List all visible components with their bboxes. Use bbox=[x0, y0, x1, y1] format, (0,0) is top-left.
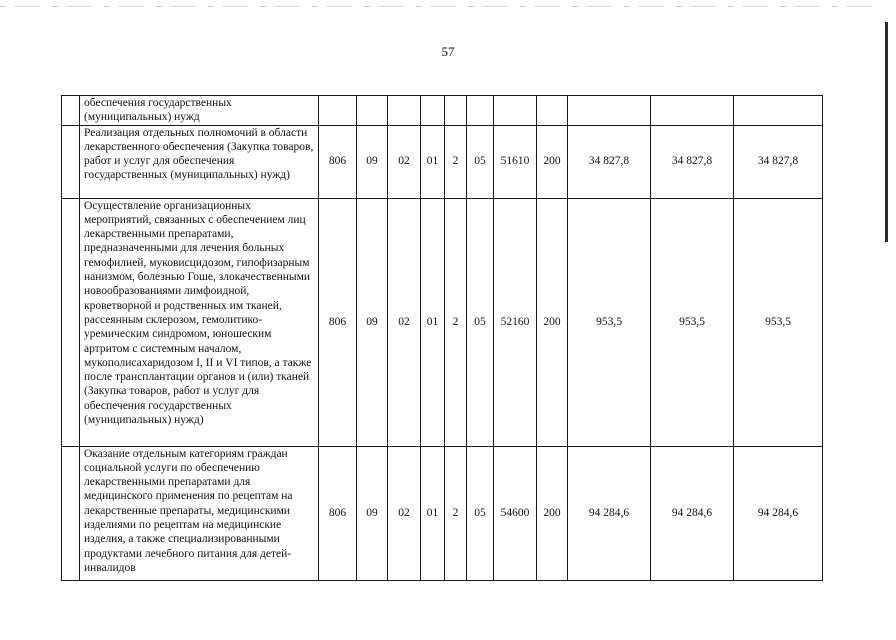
subprogram-code-cell: 2 bbox=[445, 125, 467, 198]
subprogram-code-cell bbox=[445, 96, 467, 126]
amount-year-2-cell: 94 284,6 bbox=[651, 446, 734, 580]
amount-year-1-cell: 953,5 bbox=[568, 198, 651, 446]
section-code-cell: 09 bbox=[357, 446, 388, 580]
row-marker-cell bbox=[62, 125, 80, 198]
direction-code-cell: 51610 bbox=[494, 125, 537, 198]
ministry-code-cell bbox=[319, 96, 357, 126]
amount-year-2-cell bbox=[651, 96, 734, 126]
expense-type-code-cell: 200 bbox=[537, 198, 568, 446]
amount-year-1-cell: 94 284,6 bbox=[568, 446, 651, 580]
expense-type-code-cell: 200 bbox=[537, 446, 568, 580]
subsection-code-cell: 02 bbox=[388, 198, 421, 446]
event-code-cell: 05 bbox=[467, 125, 494, 198]
row-marker-cell bbox=[62, 446, 80, 580]
table-row bbox=[62, 198, 823, 446]
amount-year-1-cell: 34 827,8 bbox=[568, 125, 651, 198]
ministry-code-cell: 806 bbox=[319, 446, 357, 580]
page-number: 57 bbox=[441, 44, 455, 59]
event-code-cell bbox=[467, 96, 494, 126]
program-code-cell bbox=[421, 96, 445, 126]
section-code-cell bbox=[357, 96, 388, 126]
row-marker-cell bbox=[62, 198, 80, 446]
direction-code-cell: 54600 bbox=[494, 446, 537, 580]
item-name-cell: обеспечения государственных (муниципальных) нужд bbox=[80, 96, 319, 126]
subprogram-code-cell: 2 bbox=[445, 446, 467, 580]
table-row bbox=[62, 96, 823, 126]
amount-year-3-cell bbox=[734, 96, 823, 126]
direction-code-cell bbox=[494, 96, 537, 126]
budget-table bbox=[61, 95, 823, 581]
scan-edge-top bbox=[0, 6, 880, 7]
subprogram-code-cell: 2 bbox=[445, 198, 467, 446]
subsection-code-cell: 02 bbox=[388, 446, 421, 580]
amount-year-3-cell: 34 827,8 bbox=[734, 125, 823, 198]
table-row bbox=[62, 125, 823, 198]
section-code-cell: 09 bbox=[357, 198, 388, 446]
program-code-cell: 01 bbox=[421, 125, 445, 198]
section-code-cell: 09 bbox=[357, 125, 388, 198]
table-row bbox=[62, 446, 823, 580]
ministry-code-cell: 806 bbox=[319, 198, 357, 446]
amount-year-2-cell: 953,5 bbox=[651, 198, 734, 446]
item-name-cell: Оказание отдельным категориям граждан социальной услуги по обеспечению лекарственными препаратами для медицинского применения по рецептам на лекарственные препараты, медицинскими изделиями по рецептам на медицинские изделия, а также специализированными продуктами лечебного питания для детей-инвалидов bbox=[80, 446, 319, 580]
row-marker-cell bbox=[62, 96, 80, 126]
item-name-cell: Реализация отдельных полномочий в области лекарственного обеспечения (Закупка товаров, работ и услуг для обеспечения государственных (муниципальных) нужд) bbox=[80, 125, 319, 198]
amount-year-2-cell: 34 827,8 bbox=[651, 125, 734, 198]
program-code-cell: 01 bbox=[421, 446, 445, 580]
item-name-cell: Осуществление организационных мероприятий, связанных с обеспечением лиц лекарственными препаратами, предназначенными для лечения больных гемофилией, муковисцидозом, гипофизарным нанизмом, болезнью Гоше, злокачественными новообразованиями лимфоидной, кроветворной и родственных им тканей, рассеянным склерозом, гемолитико-уремическим синдромом, юношеским артритом с системным началом, мукополисахаридозом I, II и VI типов, а также после трансплантации органов и (или) тканей (Закупка товаров, работ и услуг для обеспечения государственных (муниципальных) нужд) bbox=[80, 198, 319, 446]
amount-year-1-cell bbox=[568, 96, 651, 126]
event-code-cell: 05 bbox=[467, 446, 494, 580]
amount-year-3-cell: 94 284,6 bbox=[734, 446, 823, 580]
program-code-cell: 01 bbox=[421, 198, 445, 446]
subsection-code-cell bbox=[388, 96, 421, 126]
event-code-cell: 05 bbox=[467, 198, 494, 446]
expense-type-code-cell: 200 bbox=[537, 125, 568, 198]
amount-year-3-cell: 953,5 bbox=[734, 198, 823, 446]
expense-type-code-cell bbox=[537, 96, 568, 126]
ministry-code-cell: 806 bbox=[319, 125, 357, 198]
direction-code-cell: 52160 bbox=[494, 198, 537, 446]
subsection-code-cell: 02 bbox=[388, 125, 421, 198]
